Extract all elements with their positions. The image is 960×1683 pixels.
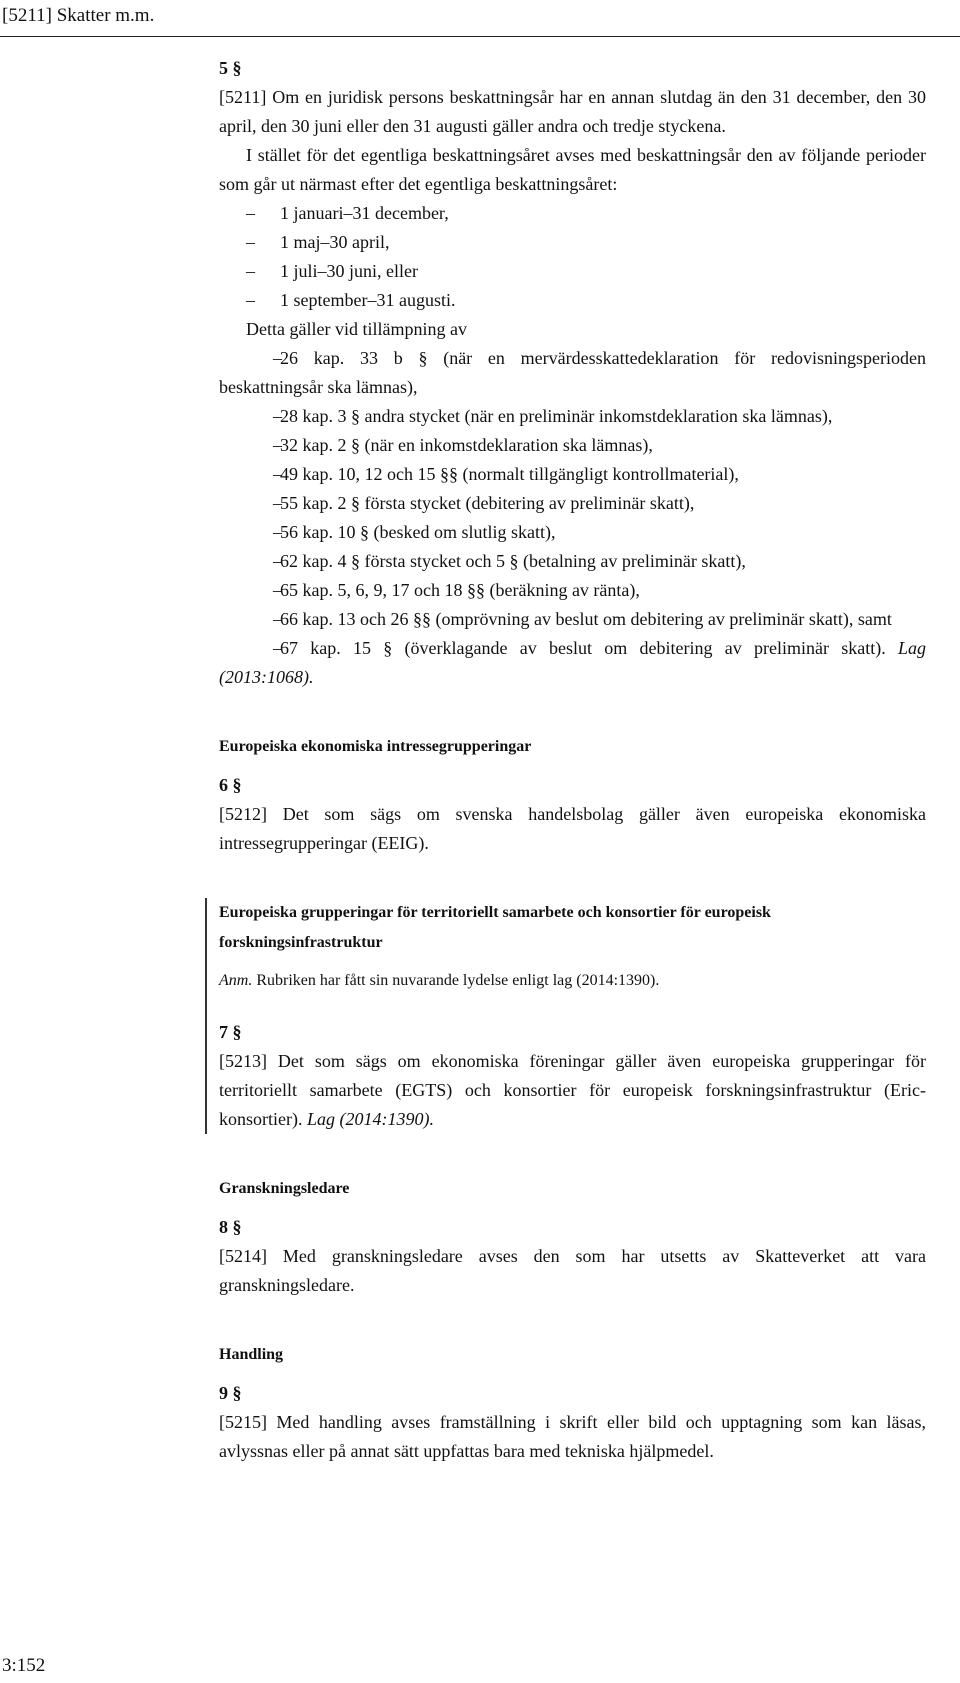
section-8-number: 8 § [219, 1217, 242, 1237]
section-6-number: 6 § [219, 775, 242, 795]
amended-block [219, 898, 926, 1134]
reference-item: –62 kap. 4 § första stycket och 5 § (betalning av preliminär skatt), [273, 551, 746, 571]
reference-item: –55 kap. 2 § första stycket (debitering av preliminär skatt), [273, 493, 695, 513]
reference-item: –56 kap. 10 § (besked om slutlig skatt), [273, 522, 556, 542]
reference-item: –28 kap. 3 § andra stycket (när en preliminär inkomstdeklaration ska lämnas), [273, 406, 833, 426]
running-header: [5211] Skatter m.m. [2, 5, 155, 26]
change-bar [205, 898, 207, 1134]
reference-item: –26 kap. 33 b § (när en mervärdesskattedeklaration för redovisningsperioden beskattningsår ska lämnas), [219, 348, 926, 397]
amendment-note: Anm. Rubriken har fått sin nuvarande lydelse enligt lag (2014:1390). [219, 972, 660, 989]
reference-item: –65 kap. 5, 6, 9, 17 och 18 §§ (beräkning av ränta), [273, 580, 640, 600]
reference-item-last: –67 kap. 15 § (överklagande av beslut om debitering av preliminär skatt). Lag (2013:1068). [219, 638, 926, 687]
law-reference: Lag (2013:1068). [219, 638, 926, 687]
handling-heading: Handling [219, 1346, 284, 1363]
period-item: – 1 maj–30 april, [246, 232, 390, 252]
section-5-para-1: [5211] Om en juridisk persons beskattningsår har en annan slutdag än den 31 december, den 30 april, den 30 juni eller den 31 augusti gäller andra och tredje styckena. [219, 87, 926, 136]
egts-heading: Europeiska grupperingar för territoriellt samarbete och konsortier för europeisk forskningsinfrastruktur [219, 904, 771, 951]
document-body [219, 53, 926, 1466]
section-5-para-2: I stället för det egentliga beskattningsåret avses med beskattningsår den av följande perioder som går ut närmast efter det egentliga beskattningsåret: [219, 145, 926, 194]
page-number: 3:152 [2, 1655, 46, 1676]
section-6-text: [5212] Det som sägs om svenska handelsbolag gäller även europeiska ekonomiska intressegrupperingar (EEIG). [219, 804, 926, 853]
reference-item: –32 kap. 2 § (när en inkomstdeklaration ska lämnas), [273, 435, 653, 455]
section-8-text: [5214] Med granskningsledare avses den som har utsetts av Skatteverket att vara granskningsledare. [219, 1246, 926, 1295]
period-item: – 1 juli–30 juni, eller [246, 261, 418, 281]
granskningsledare-heading: Granskningsledare [219, 1180, 350, 1197]
section-9-text: [5215] Med handling avses framställning i skrift eller bild och upptagning som kan läsas, avlyssnas eller på annat sätt uppfattas bara med tekniska hjälpmedel. [219, 1412, 926, 1461]
section-7-text: [5213] Det som sägs om ekonomiska föreningar gäller även europeiska grupperingar för territoriellt samarbete (EGTS) och konsortier för europeisk forskningsinfrastruktur (Eric-konsortier). Lag (2014:1390). [219, 1051, 926, 1129]
reference-item: –66 kap. 13 och 26 §§ (omprövning av beslut om debitering av preliminär skatt), samt [273, 609, 892, 629]
section-5-number: 5 § [219, 58, 242, 78]
period-item: – 1 januari–31 december, [246, 203, 449, 223]
header-rule [0, 36, 960, 37]
section-7-number: 7 § [219, 1022, 242, 1042]
eeig-heading: Europeiska ekonomiska intressegrupperingar [219, 738, 532, 755]
reference-item: –49 kap. 10, 12 och 15 §§ (normalt tillgängligt kontrollmaterial), [273, 464, 739, 484]
section-5-para-3: Detta gäller vid tillämpning av [246, 319, 467, 339]
period-item: – 1 september–31 augusti. [246, 290, 456, 310]
section-9-number: 9 § [219, 1383, 242, 1403]
